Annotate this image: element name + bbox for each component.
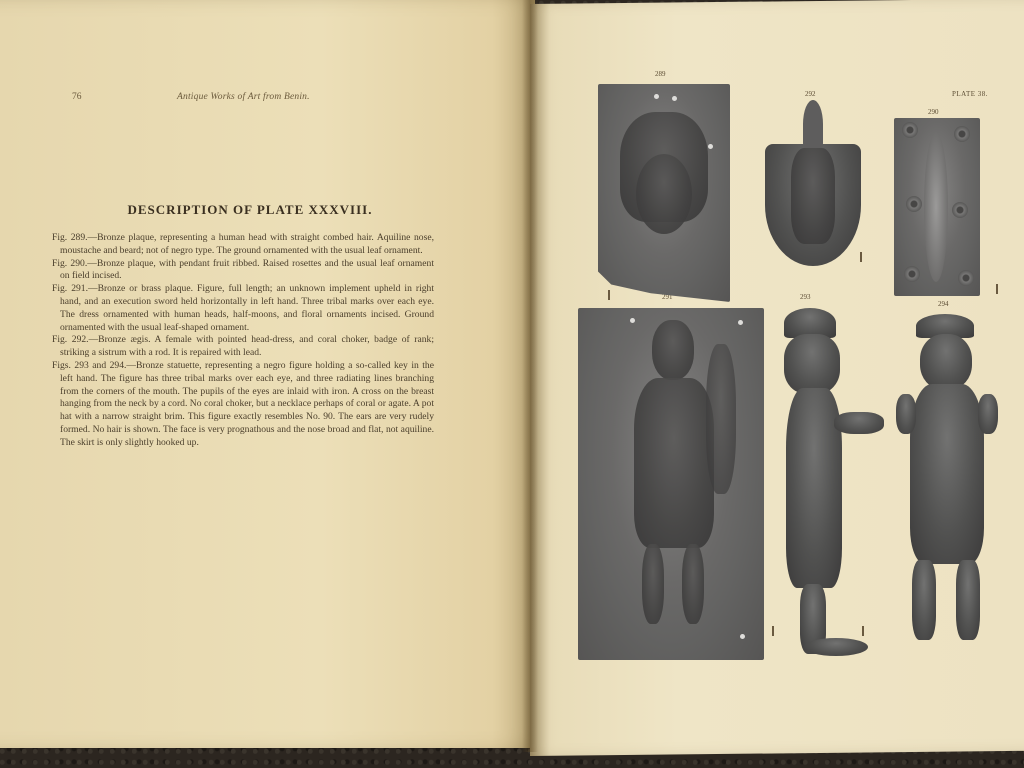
statuette-293-photo [776, 308, 886, 658]
plaque-289-photo [598, 84, 730, 302]
plate-label: PLATE 38. [952, 90, 988, 98]
plaque-290-photo [894, 118, 980, 296]
page-number: 76 [72, 92, 82, 102]
entry-fig-289: Fig. 289.—Bronze plaque, representing a human head with straight combed hair. Aquiline nose, moustache and beard; not of negro type. The ground ornamented with the usual leaf ornament. [52, 232, 434, 256]
entry-fig-291: Fig. 291.—Bronze or brass plaque. Figure, full length; an unknown implement upheld in right hand, and an execution sword held horizontally in left hand. Three tribal marks over each eye. The dress ornamented with human heads, half-moons, and floral ornaments incised. Ground ornamented with the usual leaf-shaped ornament. [52, 283, 434, 333]
entry-fig-292: Fig. 292.—Bronze ægis. A female with pointed head-dress, and coral choker, badge of rank; striking a sistrum with a rod. It is repaired with lead. [52, 334, 434, 359]
figure-number: 292 [805, 90, 816, 98]
entry-figs-293-294: Figs. 293 and 294.—Bronze statuette, representing a negro figure holding a so-called key in the left hand. The figure has three tribal marks over each eye, and three radiating lines branching from the corners of the mouth. The pupils of the eyes are inlaid with iron. A cross on the breast hanging from the neck by a cord. No coral choker, but a necklace perhaps of coral or agate. A pot hat with a narrow straight brim. This figure exactly resembles No. 90. The ears are very rudely formed. No hair is shown. The face is very prognathous and the nose broad and flat, not aquiline. The skirt is only slightly hooked up. [52, 359, 434, 448]
figure-number: 290 [928, 108, 939, 116]
statuette-294-photo [896, 314, 998, 648]
scale-mark [862, 626, 864, 636]
scale-mark [772, 626, 774, 636]
running-title: Antique Works of Art from Benin. [177, 92, 310, 102]
scale-mark [608, 290, 610, 300]
figure-number: 294 [938, 300, 949, 308]
scale-mark [860, 252, 862, 262]
plate-heading: DESCRIPTION OF PLATE XXXVIII. [127, 202, 373, 217]
figure-number: 291 [662, 293, 673, 301]
plaque-291-photo [578, 308, 764, 660]
figure-number: 289 [655, 70, 666, 78]
book-gutter [522, 0, 538, 752]
scale-mark [996, 284, 998, 294]
description-text [52, 232, 434, 450]
aegis-292-photo [765, 100, 861, 266]
figure-number: 293 [800, 293, 811, 301]
entry-fig-290: Fig. 290.—Bronze plaque, with pendant fruit ribbed. Raised rosettes and the usual leaf ornament on field incised. [52, 257, 434, 282]
